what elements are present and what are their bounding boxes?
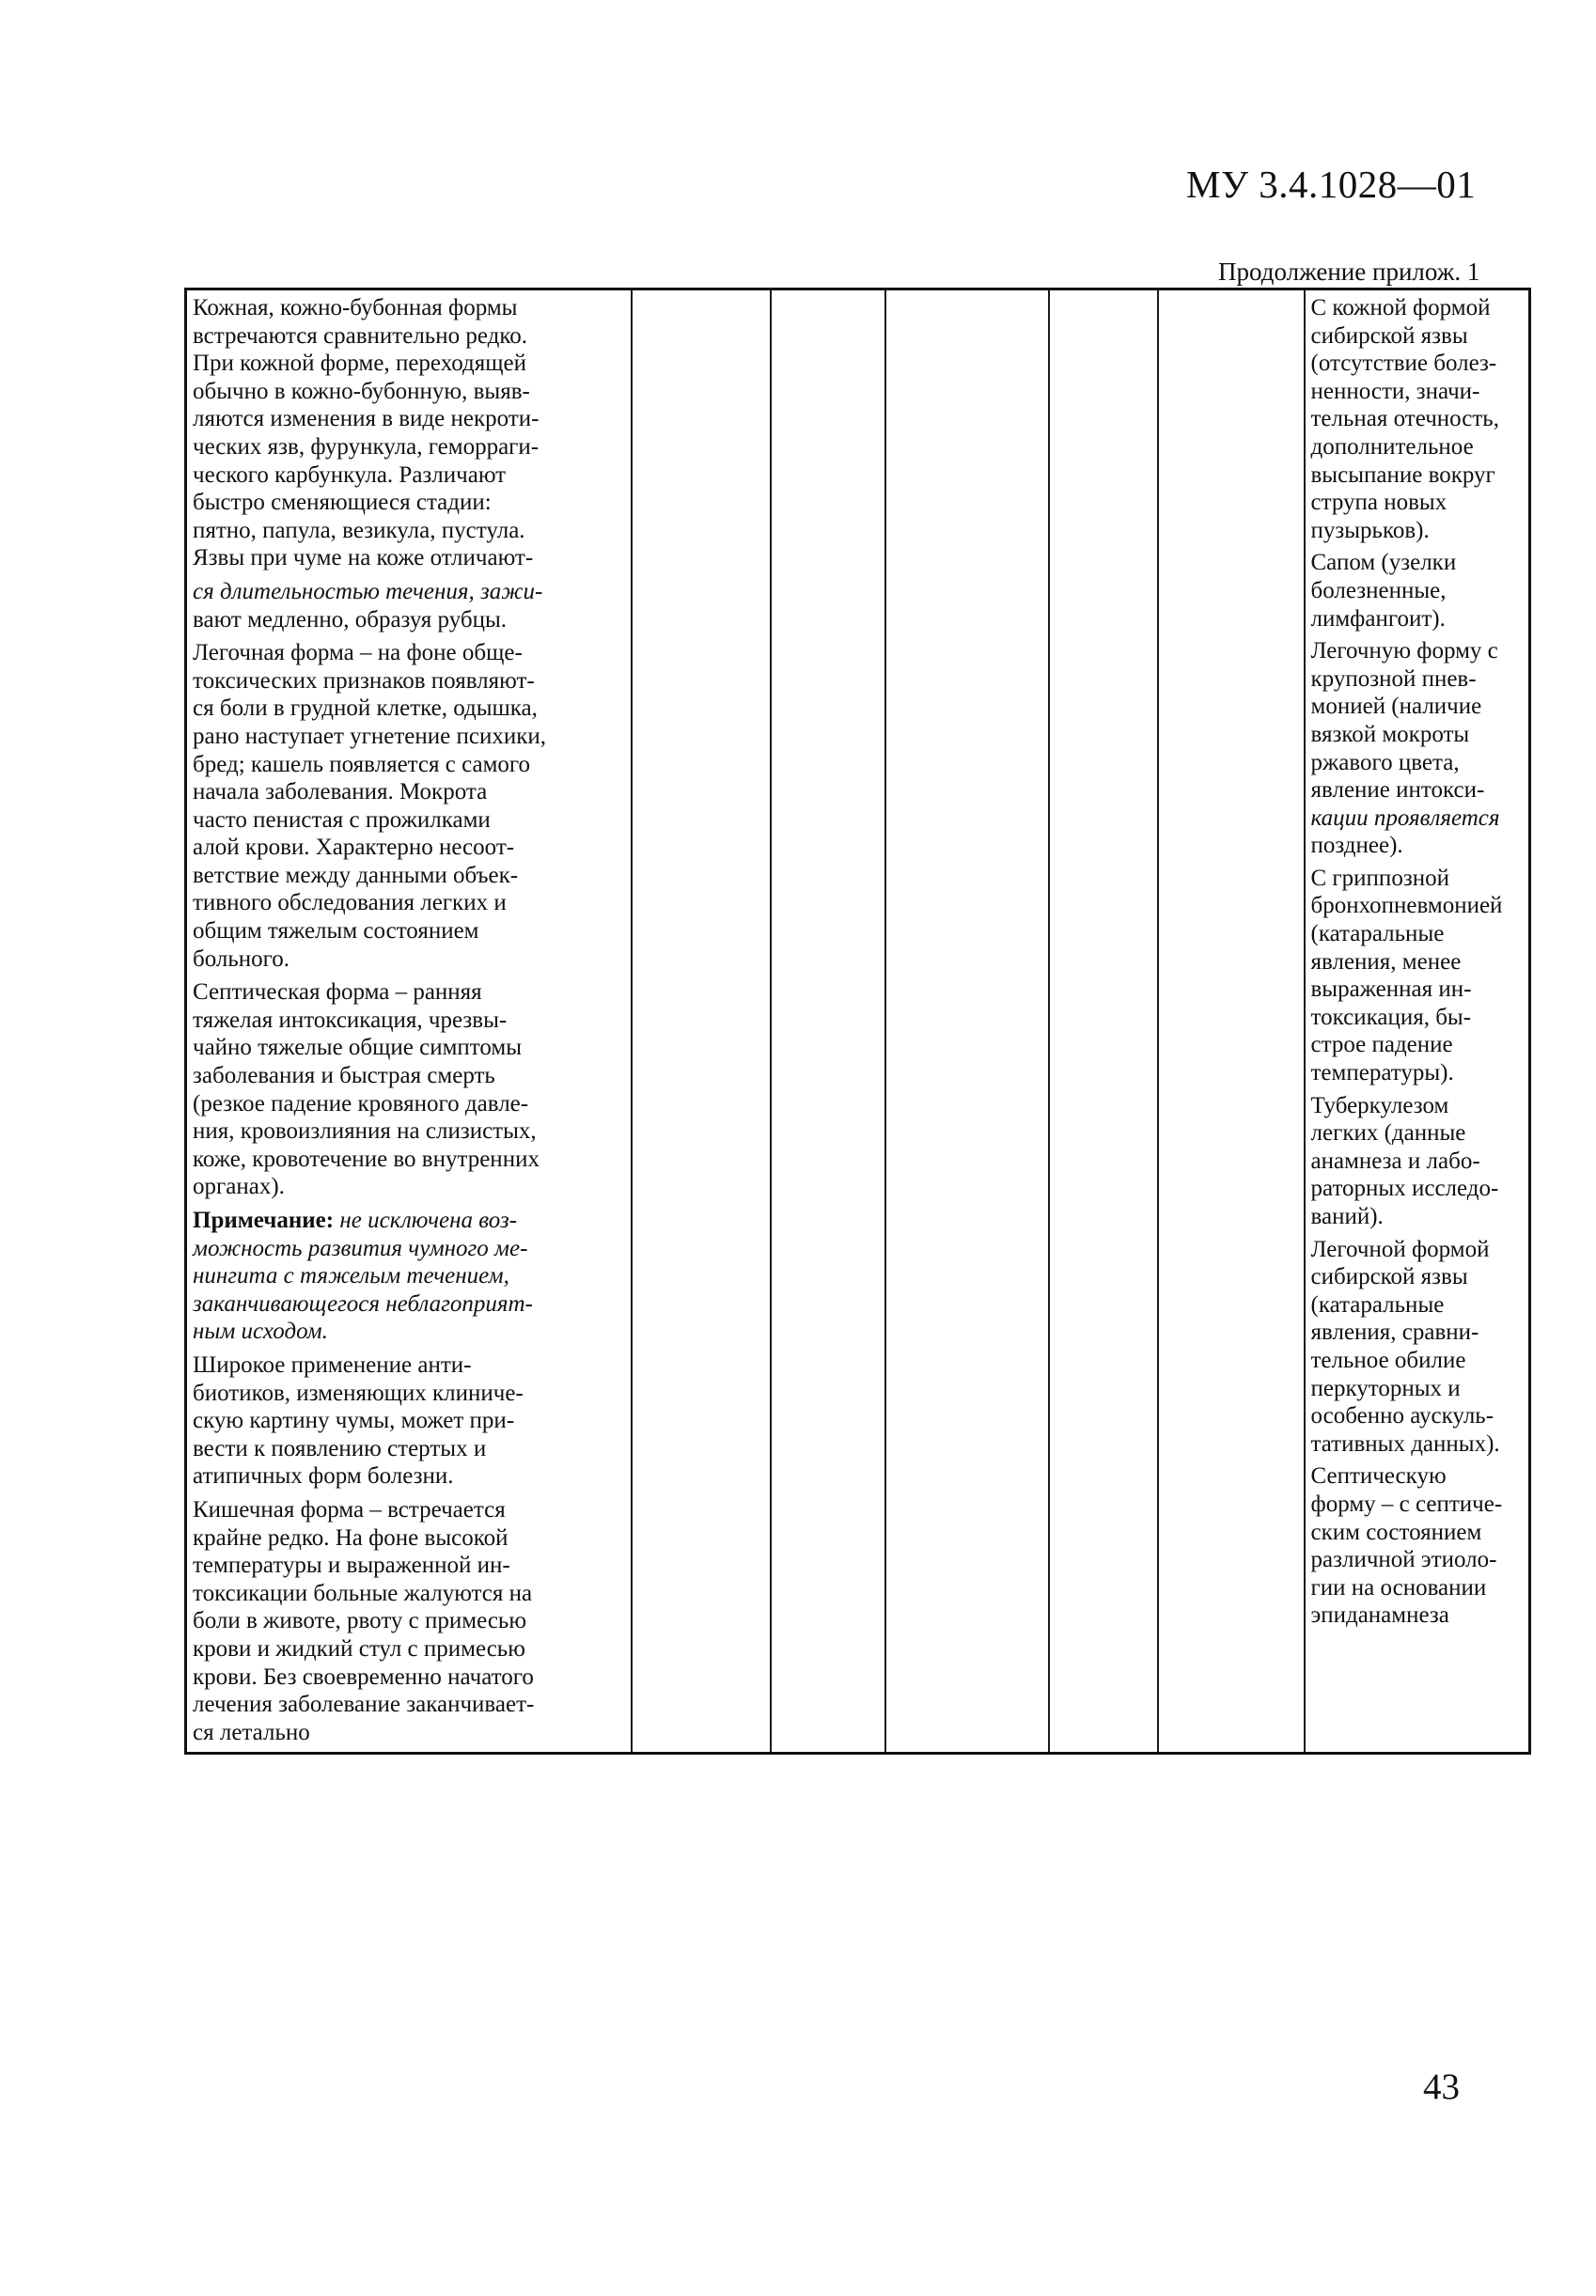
text-fragment: позднее). — [1310, 833, 1403, 859]
paragraph-skin-form: Кожная, кожно-бубонная формы встречаются сравнительно редко. При кожной форме, переходящей обычно в кожно-бубонную, выяв- ляются изменения в виде некроти- ческих язв, фурункула, геморраги- ческого карбункула. Различают быстро сменяющиеся стадии: пятно, папула, везикула, пустула. Язвы при чуме на коже отличают- — [193, 295, 540, 571]
empty-cell — [771, 289, 885, 1754]
paragraph-intestinal-form: Кишечная форма – встречается крайне редко. На фоне высокой температуры и выраженной ин- токсикации больные жалуются на боли в животе, рвоту с примесью крови и жидкий стул с примесью крови. Без своевременно начатого лечения заболевание заканчивает- ся летально — [193, 1496, 535, 1745]
paragraph-antibiotics: Широкое применение анти- биотиков, изменяющих клиниче- скую картину чумы, может при- вести к появлению стертых и атипичных форм болезни. — [193, 1351, 524, 1490]
note-text: не исключена воз- можность развития чумного ме- нингита с тяжелым течением, заканчивающегося неблагоприят- ным исходом. — [193, 1208, 533, 1345]
empty-cell — [632, 289, 771, 1754]
empty-cell — [1158, 289, 1305, 1754]
text-fragment: Легочную форму с крупозной пнев- монией (наличие вязкой мокроты ржавого цвета, явление интокси- — [1310, 638, 1498, 804]
diff-septic: Септическую форму – с септиче- ским состоянием различной этиоло- гии на основании эпиданамнеза — [1310, 1463, 1503, 1629]
paragraph-septic-form: Септическая форма – ранняя тяжелая интоксикация, чрезвы- чайно тяжелые общие симптомы заболевания и быстрая смерть (резкое падение кровяного давле- ния, кровоизлияния на слизистых, коже, кровотечение во внутренних органах). — [193, 979, 540, 1200]
diff-anthrax-pulmonary: Легочной формой сибирской язвы (катаральные явления, сравни- тельное обилие перкуторных и особенно аускуль- тативных данных). — [1310, 1236, 1500, 1457]
note-label: Примечание: — [193, 1208, 335, 1233]
text-fragment: вают медленно, образуя рубцы. — [193, 606, 508, 633]
diff-influenza-bronchopneumonia: С гриппозной бронхопневмонией (катаральные явления, менее выраженная ин- токсикация, бы- строе падение температуры). — [1310, 865, 1503, 1086]
diff-anthrax-skin: С кожной формой сибирской язвы (отсутствие болез- ненности, значи- тельная отечность, дополнительное высыпание вокруг струпа новых пузырьков). — [1310, 295, 1499, 543]
paragraph-pulmonary-form: Легочная форма – на фоне обще- токсических признаков появляют- ся боли в грудной клетке, одышка, рано наступает угнетение психики, бред; кашель появляется с самого начала заболевания. Мокрота часто пенистая с прожилками алой крови. Характерно несоот- ветствие между данными объек- тивного обследования легких и общим тяжелым состоянием больного. — [193, 640, 547, 972]
diff-lobar-pneumonia — [1311, 637, 1524, 860]
page-number: 43 — [1423, 2067, 1460, 2107]
appendix-continuation-label: Продолжение прилож. 1 — [1218, 258, 1480, 286]
paragraph-note — [193, 1207, 625, 1346]
paragraph-skin-form-end — [193, 578, 625, 633]
empty-cell — [885, 289, 1049, 1754]
clinical-picture-cell — [186, 289, 632, 1754]
empty-cell — [1049, 289, 1158, 1754]
table-row — [186, 289, 1530, 1754]
diff-tuberculosis: Туберкулезом легких (данные анамнеза и лабо- раторных исследо- ваний). — [1310, 1092, 1499, 1229]
italic-fragment: ся длительностью течения, зажи- — [193, 578, 543, 604]
document-code: МУ 3.4.1028—01 — [1186, 163, 1477, 206]
differential-diagnosis-cell — [1305, 289, 1530, 1754]
italic-fragment: кации проявляется — [1310, 804, 1500, 831]
appendix-table — [184, 288, 1531, 1755]
diff-glanders: Сапом (узелки болезненные, лимфангоит). — [1310, 550, 1457, 632]
